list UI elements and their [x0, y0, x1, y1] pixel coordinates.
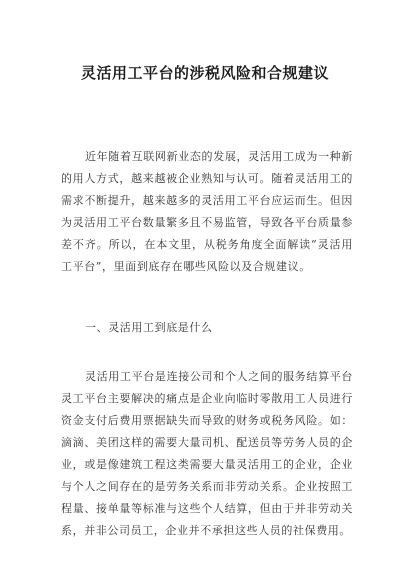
document-title: 灵活用工平台的涉税风险和合规建议	[80, 64, 329, 82]
section-heading: 一、灵活用工到底是什么	[85, 321, 213, 334]
section-paragraph: 灵活用工平台是连接公司和个人之间的服务结算平台灵工平台主要解决的痛点是企业向临时零散用工人员进行资金支付后费用票据缺失而导致的财务或税务风险。如：滴滴、美团这样的需要大量司机、配送员等劳务人员的企业，或是像建筑工程这类需要大量灵活用工的企业，企业与个人之间存在的是劳务关系而非劳动关系。企业按照工程量、接单量等标准与这些个人结算，但由于并非劳动关系，并非公司员工，企业并不承担这些人员的社保费用。	[61, 370, 353, 537]
intro-paragraph: 近年随着互联网新业态的发展，灵活用工成为一种新的用人方式，越来越被企业熟知与认可。随着灵活用工的需求不断提升，越来越多的灵活用工平台应运而生。但因为灵活用工平台数量繁多且不易监管，导致各平台质量参差不齐。所以，在本文里，从税务角度全面解读“灵活用工平台”，里面到底存在哪些风险以及合规建议。	[61, 150, 353, 273]
